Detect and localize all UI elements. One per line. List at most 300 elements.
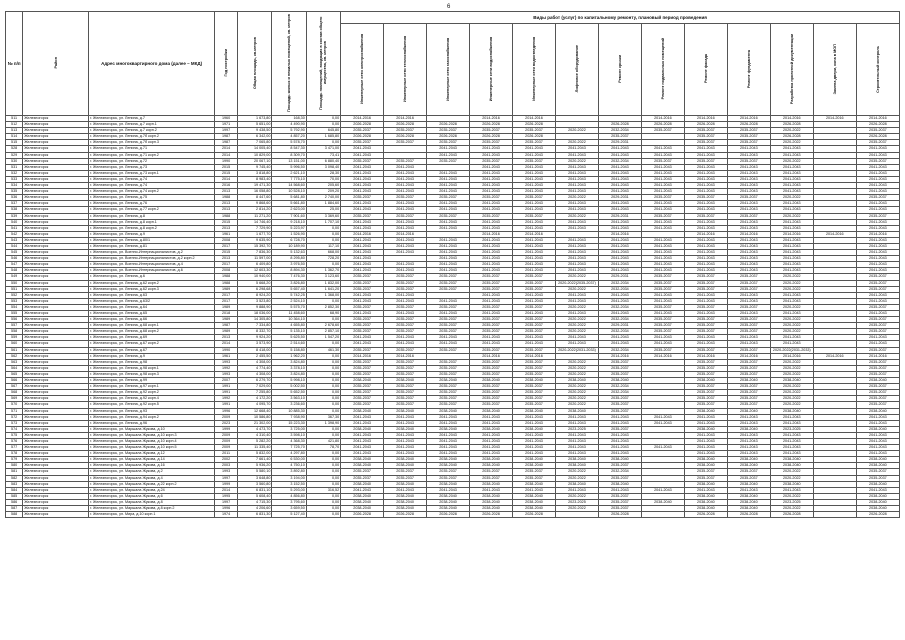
row-work-period: 2041-2043	[513, 262, 556, 268]
row-work-period: 2026-2028	[770, 122, 813, 128]
row-work-period: 2035-2037	[684, 475, 727, 481]
row-area: 2 814,20	[238, 207, 272, 213]
table-body	[6, 116, 900, 518]
row-region: Железногорск	[23, 280, 89, 286]
row-work-period: 2035-2037	[341, 304, 384, 310]
row-work-period: 2035-2037	[684, 396, 727, 402]
row-work-period: 2014-2016	[384, 353, 427, 359]
row-work-period: 2038-2040	[856, 378, 899, 384]
row-work-period: 2035-2037	[641, 158, 684, 164]
row-number: 582	[6, 475, 23, 481]
row-work-period: 2035-2037	[341, 469, 384, 475]
row-work-period: 2035-2037	[684, 323, 727, 329]
row-work-period: 2041-2043	[684, 237, 727, 243]
row-area: 6 342,00	[238, 134, 272, 140]
row-area: 2 621,10	[272, 170, 306, 176]
row-work-period: 2035-2037	[727, 396, 770, 402]
row-work-period: 2035-2037	[384, 128, 427, 134]
row-work-period: 2041-2043	[598, 237, 641, 243]
row-area: 0,00	[306, 365, 340, 371]
row-work-period: 2041-2043	[341, 146, 384, 152]
row-work-period: 2041-2043	[641, 335, 684, 341]
row-area: 3 976,50	[272, 262, 306, 268]
row-work-period: 2041-2043	[770, 146, 813, 152]
row-area: 0,00	[306, 231, 340, 237]
row-number: 588	[6, 512, 23, 518]
row-region: Железногорск	[23, 463, 89, 469]
row-area: 9 888,90	[238, 304, 272, 310]
row-work-period: 2032-2034	[598, 286, 641, 292]
row-work-period: 2041-2043	[598, 146, 641, 152]
row-area: 5 575,70	[272, 304, 306, 310]
row-work-period: 2041-2043	[856, 268, 899, 274]
row-number: 574	[6, 426, 23, 432]
row-region: Железногорск	[23, 329, 89, 335]
row-area: 2 852,30	[306, 304, 340, 310]
row-work-period: 2041-2043	[470, 451, 513, 457]
row-year: 1992	[215, 396, 238, 402]
row-number: 511	[6, 116, 23, 122]
row-work-period: 2041-2043	[598, 268, 641, 274]
row-work-period: 2035-2037	[470, 274, 513, 280]
row-work-period: 2041-2043	[856, 311, 899, 317]
row-address: г. Железногорск, ул. Ленина, д.98	[89, 359, 215, 365]
row-work-period: 2038-2040	[427, 426, 470, 432]
row-address: г. Железногорск, ул. Ленина, д.92 корп.4	[89, 396, 215, 402]
row-address: г. Железногорск, ул. Ленина, д.77 корп.2	[89, 207, 215, 213]
row-work-period: 2020-2022	[555, 274, 598, 280]
row-area: 2 857,10	[306, 329, 340, 335]
row-work-period: 2020-2022	[770, 402, 813, 408]
row-work-period: 2041-2043	[856, 256, 899, 262]
row-work-period: 2026-2028	[684, 512, 727, 518]
row-area: 5 578,70	[272, 140, 306, 146]
row-work-period: 2041-2043	[684, 256, 727, 262]
row-work-period: 2035-2037	[341, 286, 384, 292]
row-work-period: 2026-2028	[427, 122, 470, 128]
row-work-period: 2041-2043	[513, 237, 556, 243]
row-number: 548	[6, 268, 23, 274]
row-address: г. Железногорск, ул. Ленина, д.73	[89, 164, 215, 170]
row-work-period: 2035-2037	[341, 359, 384, 365]
row-work-period: 2041-2043	[641, 225, 684, 231]
row-work-period: 2041-2043	[427, 201, 470, 207]
row-area: 5 132,63	[272, 250, 306, 256]
row-work-period: 2041-2043	[341, 164, 384, 170]
row-area: 6 298,68	[238, 286, 272, 292]
row-work-period: 2041-2043	[641, 170, 684, 176]
row-number: 547	[6, 262, 23, 268]
row-address: г. Железногорск, ул. Ленина, д.72	[89, 158, 215, 164]
row-region: Железногорск	[23, 183, 89, 189]
row-work-period: 2026-2028	[684, 122, 727, 128]
row-work-period: 2014-2016	[770, 116, 813, 122]
row-work-period: 2041-2043	[727, 243, 770, 249]
row-work-period: 2020-2022	[555, 493, 598, 499]
row-work-period: 2038-2040	[384, 481, 427, 487]
row-work-period: 2041-2043	[513, 420, 556, 426]
row-work-period: 2041-2043	[856, 487, 899, 493]
row-work-period: 2041-2043	[427, 335, 470, 341]
row-work-period: 2041-2043	[684, 146, 727, 152]
row-work-period: 2038-2040	[384, 378, 427, 384]
row-year: 1960	[215, 116, 238, 122]
row-work-period: 2041-2043	[641, 237, 684, 243]
row-work-period: 2041-2043	[341, 268, 384, 274]
row-number: 555	[6, 311, 23, 317]
row-address: г. Железногорск, ул. Ленина, д.62 корп.3	[89, 286, 215, 292]
row-work-period: 2041-2043	[470, 341, 513, 347]
row-address: г. Железногорск, ул. Ленина, д.7 корп.1	[89, 122, 215, 128]
row-address: г. Железногорск, ул. Ленина, д.69	[89, 335, 215, 341]
row-area: 12 668,40	[238, 408, 272, 414]
row-year: 2015	[215, 219, 238, 225]
row-work-period: 2026-2028	[341, 134, 384, 140]
row-work-period: 2038-2040	[427, 463, 470, 469]
row-year: 2015	[215, 250, 238, 256]
row-year: 1988	[215, 274, 238, 280]
row-work-period: 2035-2037	[684, 402, 727, 408]
row-work-period: 2041-2043	[555, 438, 598, 444]
row-number: 529	[6, 152, 23, 158]
row-work-period: 2041-2043	[770, 292, 813, 298]
row-number: 531	[6, 164, 23, 170]
row-work-period: 2026-2028	[470, 134, 513, 140]
row-work-period: 2041-2043	[684, 164, 727, 170]
row-area: 3 471,00	[306, 146, 340, 152]
row-work-period: 2041-2043	[384, 487, 427, 493]
row-work-period: 2041-2043	[598, 335, 641, 341]
row-area: 168,30	[272, 116, 306, 122]
row-work-period: 2041-2043	[513, 152, 556, 158]
row-area: 0,00	[306, 469, 340, 475]
row-work-period: 2020-2022	[555, 286, 598, 292]
row-work-period: 2041-2043	[341, 432, 384, 438]
row-work-period: 2038-2040	[341, 481, 384, 487]
row-work-period: 2041-2043	[856, 341, 899, 347]
row-work-period: 2041-2043	[427, 225, 470, 231]
table-row	[6, 512, 900, 518]
row-work-period: 2035-2037	[684, 134, 727, 140]
row-work-period: 2041-2043	[427, 152, 470, 158]
row-work-period: 2041-2043	[513, 201, 556, 207]
row-work-period: 2035-2037	[470, 286, 513, 292]
row-area: 0,00	[306, 475, 340, 481]
row-number: 537	[6, 201, 23, 207]
row-work-period: 2041-2043	[641, 152, 684, 158]
row-work-period: 2035-2037	[341, 365, 384, 371]
row-area: 4 473,70	[238, 426, 272, 432]
row-work-period: 2038-2040	[427, 493, 470, 499]
row-area: 728,20	[306, 256, 340, 262]
row-work-period: 2041-2043	[770, 207, 813, 213]
row-area: 9 218,10	[272, 219, 306, 225]
row-area: 7 775,10	[272, 176, 306, 182]
row-work-period: 2041-2043	[598, 225, 641, 231]
row-area: 3 369,60	[306, 213, 340, 219]
row-area: 4 750,10	[272, 463, 306, 469]
row-area: 7 476,30	[272, 274, 306, 280]
row-work-period: 2035-2037	[470, 128, 513, 134]
row-region: Железногорск	[23, 414, 89, 420]
header-work-4: Инженерные сети водоотведения	[513, 24, 556, 116]
row-work-period: 2041-2043	[684, 438, 727, 444]
row-work-period: 2041-2043	[470, 256, 513, 262]
row-work-period: 2041-2043	[727, 451, 770, 457]
row-region: Железногорск	[23, 365, 89, 371]
row-work-period: 2041-2043	[598, 414, 641, 420]
row-work-period: 2041-2043	[470, 432, 513, 438]
row-work-period: 2041-2043	[856, 432, 899, 438]
row-work-period: 2041-2043	[684, 487, 727, 493]
row-work-period: 2041-2043	[384, 219, 427, 225]
row-work-period: 2041-2043	[641, 207, 684, 213]
row-number: 558	[6, 329, 23, 335]
row-work-period: 2035-2037	[641, 128, 684, 134]
row-work-period: 2041-2043	[384, 292, 427, 298]
row-work-period: 2041-2043	[384, 176, 427, 182]
row-region: Железногорск	[23, 128, 89, 134]
row-year: 2009	[215, 414, 238, 420]
row-work-period: 2041-2043	[598, 298, 641, 304]
row-work-period: 2038-2040	[856, 506, 899, 512]
row-work-period: 2038-2040	[727, 463, 770, 469]
row-area: 1 673,80	[238, 116, 272, 122]
row-work-period: 2041-2043	[384, 451, 427, 457]
row-work-period: 2035-2037	[684, 359, 727, 365]
row-work-period: 2041-2043	[427, 170, 470, 176]
row-work-period: 2035-2037	[856, 195, 899, 201]
row-work-period: 2020-2022	[555, 365, 598, 371]
row-area: 7 725,70	[272, 445, 306, 451]
row-work-period: 2041-2043	[684, 183, 727, 189]
row-region: Железногорск	[23, 268, 89, 274]
row-number: 583	[6, 481, 23, 487]
row-work-period: 2038-2040	[513, 378, 556, 384]
row-area: 70,00	[306, 176, 340, 182]
row-work-period: 2041-2043	[598, 176, 641, 182]
row-work-period: 2038-2040	[684, 463, 727, 469]
row-work-period: 2041-2043	[856, 414, 899, 420]
row-address: г. Железногорск, ул. Ленина, д.67 корп.2	[89, 341, 215, 347]
row-work-period: 2038-2040	[727, 457, 770, 463]
row-region: Железногорск	[23, 256, 89, 262]
row-number: 578	[6, 451, 23, 457]
row-work-period: 2041-2043	[427, 237, 470, 243]
row-area: 1 526,90	[272, 231, 306, 237]
row-work-period: 2026-2028	[513, 134, 556, 140]
header-work-6: Ремонт крыши	[598, 24, 641, 116]
row-area: 3 378,10	[272, 365, 306, 371]
row-work-period: 2038-2040	[684, 378, 727, 384]
row-work-period: 2038-2040	[341, 408, 384, 414]
row-region: Железногорск	[23, 426, 89, 432]
row-work-period: 2041-2043	[427, 256, 470, 262]
row-year: 2014	[215, 487, 238, 493]
row-work-period: 2035-2037	[684, 286, 727, 292]
row-work-period: 2041-2043	[470, 176, 513, 182]
row-work-period: 2038-2040	[427, 408, 470, 414]
row-work-period: 2041-2043	[856, 176, 899, 182]
row-number: 530	[6, 158, 23, 164]
row-work-period: 2038-2040	[727, 493, 770, 499]
row-area: 421,80	[306, 438, 340, 444]
row-area: 7 938,90	[272, 414, 306, 420]
row-work-period: 2038-2040	[770, 481, 813, 487]
row-area: 5 657,40	[272, 286, 306, 292]
row-work-period: 2041-2043	[598, 219, 641, 225]
row-work-period: 2035-2037	[384, 396, 427, 402]
row-work-period: 2020-2022	[770, 475, 813, 481]
row-work-period: 2041-2043	[341, 207, 384, 213]
row-area: 18 036,00	[238, 311, 272, 317]
row-work-period: 2041-2043	[341, 341, 384, 347]
row-work-period: 2041-2043	[384, 207, 427, 213]
row-work-period: 2041-2043	[555, 219, 598, 225]
row-year: 2017	[215, 292, 238, 298]
row-number: 569	[6, 396, 23, 402]
row-address: г. Железногорск, ул. Маршала Жукова, д.8	[89, 499, 215, 505]
row-work-period: 2035-2037	[384, 475, 427, 481]
row-work-period: 2041-2043	[341, 183, 384, 189]
row-work-period: 2020-2022	[555, 317, 598, 323]
row-work-period: 2026-2028	[598, 122, 641, 128]
row-work-period: 2035-2037	[856, 323, 899, 329]
row-work-period: 2026-2028	[470, 512, 513, 518]
row-work-period: 2035-2037	[384, 317, 427, 323]
row-work-period: 2041-2043	[513, 438, 556, 444]
row-work-period: 2014-2016	[470, 116, 513, 122]
row-area: 10 940,00	[238, 274, 272, 280]
header-num: № п/п	[6, 12, 23, 116]
row-area: 5 608,40	[238, 493, 272, 499]
row-work-period: 2038-2040	[470, 378, 513, 384]
row-work-period: 2041-2043	[513, 445, 556, 451]
row-number: 514	[6, 134, 23, 140]
row-work-period: 2041-2043	[770, 237, 813, 243]
row-work-period: 2023-2025	[770, 426, 813, 432]
row-work-period: 2026-2028	[513, 512, 556, 518]
row-area: 4 368,30	[272, 438, 306, 444]
row-work-period: 2032-2034	[598, 158, 641, 164]
row-work-period: 2041-2043	[513, 250, 556, 256]
row-area: 10 829,00	[238, 152, 272, 158]
row-work-period: 2035-2037	[470, 390, 513, 396]
row-work-period: 2041-2043	[427, 445, 470, 451]
row-area: 4 655,80	[272, 323, 306, 329]
row-address: г. Железногорск, ул. Ленина, д.8 корп.1	[89, 219, 215, 225]
row-work-period: 2041-2043	[341, 176, 384, 182]
row-area: 28,30	[306, 170, 340, 176]
row-work-period: 2041-2043	[555, 152, 598, 158]
row-work-period: 2038-2040	[384, 426, 427, 432]
row-work-period: 2035-2037	[727, 390, 770, 396]
row-address: г. Железногорск, ул. Ленина, д.74	[89, 183, 215, 189]
row-work-period: 2041-2043	[384, 268, 427, 274]
row-work-period: 2041-2043	[513, 219, 556, 225]
row-work-period: 2041-2043	[427, 414, 470, 420]
row-work-period: 2038-2040	[341, 493, 384, 499]
row-work-period: 2041-2043	[856, 146, 899, 152]
repair-schedule-table	[5, 11, 900, 518]
row-address: г. Железногорск, ул. Ленина, д.98 корп.3	[89, 371, 215, 377]
row-region: Железногорск	[23, 219, 89, 225]
row-area: 1 362,70	[306, 268, 340, 274]
row-work-period: 2041-2043	[727, 256, 770, 262]
row-work-period: 2014-2016	[770, 231, 813, 237]
row-work-period: 2035-2037	[727, 323, 770, 329]
row-area: 7 901,60	[272, 213, 306, 219]
row-area: 12 603,30	[238, 268, 272, 274]
row-work-period: 2041-2043	[684, 219, 727, 225]
row-area: 2 678,60	[306, 323, 340, 329]
row-work-period: 2038-2040	[513, 463, 556, 469]
row-area: 4 308,00	[238, 359, 272, 365]
row-area: 0,00	[306, 451, 340, 457]
row-work-period: 2035-2037	[684, 304, 727, 310]
row-work-period: 2035-2037	[727, 402, 770, 408]
row-year: 1996	[215, 408, 238, 414]
row-work-period: 2041-2043	[555, 432, 598, 438]
row-year: 2014	[215, 176, 238, 182]
row-number: 513	[6, 128, 23, 134]
row-work-period: 2041-2043	[341, 256, 384, 262]
row-number: 528	[6, 146, 23, 152]
row-year: 2017	[215, 298, 238, 304]
row-work-period: 2041-2043	[470, 164, 513, 170]
row-region: Железногорск	[23, 116, 89, 122]
row-area: 5 742,25	[272, 292, 306, 298]
row-work-period: 2041-2043	[770, 189, 813, 195]
row-work-period: 2041-2043	[555, 176, 598, 182]
row-work-period: 2041-2043	[727, 262, 770, 268]
row-work-period: 2041-2043	[384, 189, 427, 195]
row-region: Железногорск	[23, 243, 89, 249]
row-work-period: 2035-2037	[427, 359, 470, 365]
row-region: Железногорск	[23, 201, 89, 207]
row-work-period: 2038-2040	[727, 378, 770, 384]
row-region: Железногорск	[23, 176, 89, 182]
row-work-period: 2041-2043	[555, 341, 598, 347]
row-work-period: 2041-2043	[727, 414, 770, 420]
row-number: 564	[6, 365, 23, 371]
row-work-period: 2014-2016	[384, 231, 427, 237]
row-work-period: 2014-2016	[341, 353, 384, 359]
row-work-period: 2038-2040	[427, 499, 470, 505]
row-work-period: 2041-2043	[427, 341, 470, 347]
row-work-period: 2035-2037	[513, 274, 556, 280]
row-area: 2 740,00	[306, 195, 340, 201]
row-work-period: 2035-2037	[684, 195, 727, 201]
row-region: Железногорск	[23, 353, 89, 359]
row-address: г. Железногорск, ул. Военно-Интернационалистов, д.2 корп.2	[89, 256, 215, 262]
row-work-period: 2035-2037	[427, 384, 470, 390]
row-work-period: 2035-2037	[384, 384, 427, 390]
row-work-period: 2041-2043	[555, 250, 598, 256]
row-work-period: 2041-2043	[427, 298, 470, 304]
row-work-period: 2035-2037	[470, 475, 513, 481]
row-area: 0,00	[306, 298, 340, 304]
row-work-period: 2041-2043	[856, 201, 899, 207]
row-work-period: 2020-2022	[555, 402, 598, 408]
row-region: Железногорск	[23, 237, 89, 243]
row-work-period: 2020-2022	[555, 158, 598, 164]
row-work-period: 2035-2037	[856, 384, 899, 390]
header-work-9: Ремонт фундамента	[727, 24, 770, 116]
row-region: Железногорск	[23, 384, 89, 390]
row-work-period: 2020-2022	[770, 140, 813, 146]
row-work-period: 2041-2043	[555, 268, 598, 274]
